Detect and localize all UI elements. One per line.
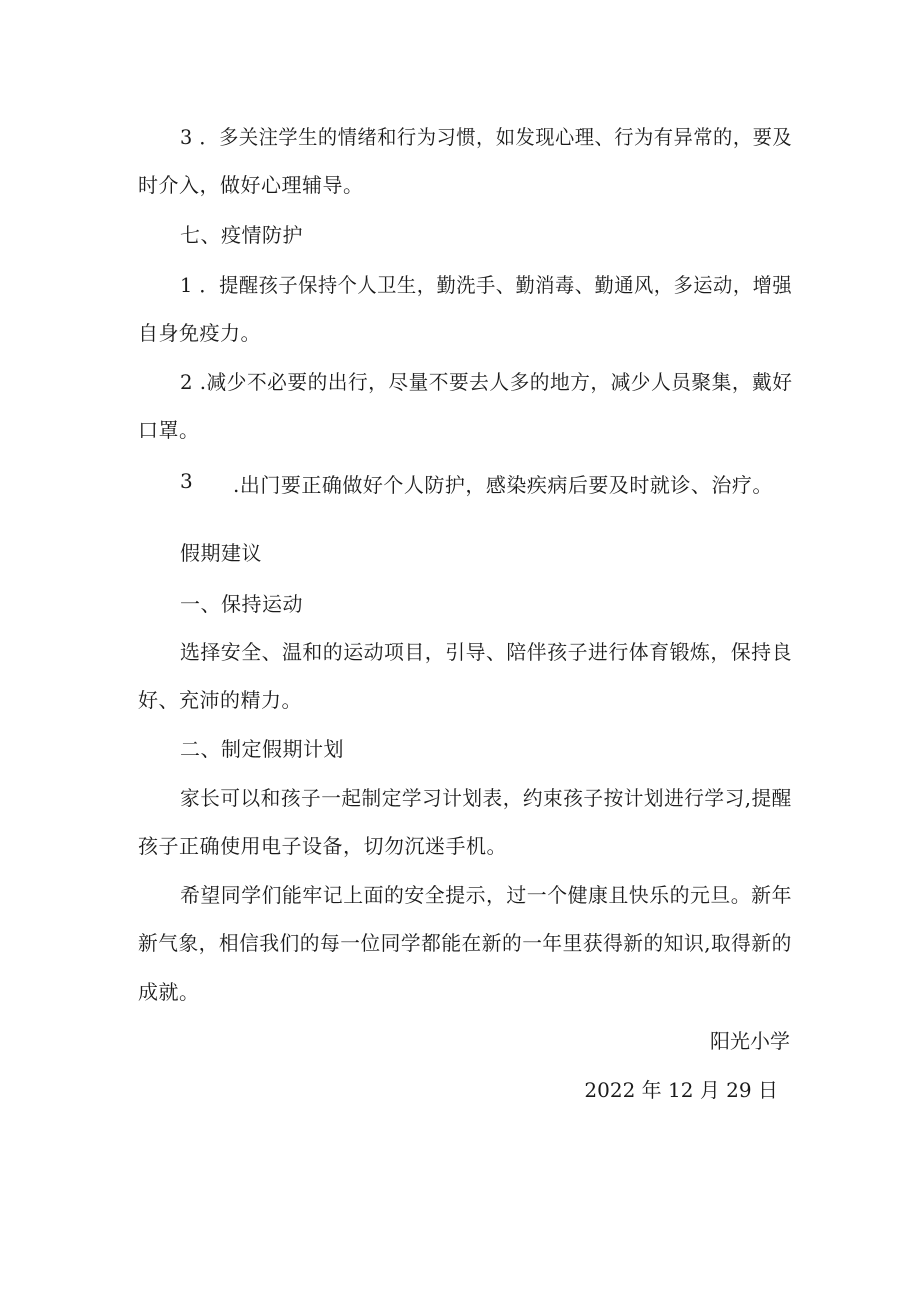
paragraph-line: 成就。 xyxy=(138,980,200,1004)
paragraph-line: 2 .减少不必要的出行，尽量不要去人多的地方，减少人员聚集，戴好 xyxy=(180,370,793,394)
paragraph-line: .出门要正确做好个人防护，感染疾病后要及时就诊、治疗。 xyxy=(233,473,773,497)
paragraph-line: 孩子正确使用电子设备，切勿沉迷手机。 xyxy=(138,834,507,858)
paragraph-line: 口罩。 xyxy=(138,418,200,442)
paragraph-line: 时介入，做好心理辅导。 xyxy=(138,173,364,197)
paragraph-line: 新气象，相信我们的每一位同学都能在新的一年里获得新的知识,取得新的 xyxy=(138,931,792,955)
paragraph-line: 3 ．多关注学生的情绪和行为习惯，如发现心理、行为有异常的，要及 xyxy=(180,125,793,149)
heading-text: 假期建议 xyxy=(180,541,262,565)
paragraph-line: 自身免疫力。 xyxy=(138,321,261,345)
paragraph-line: 希望同学们能牢记上面的安全提示，过一个健康且快乐的元旦。新年 xyxy=(180,883,792,907)
paragraph-line: 家长可以和孩子一起制定学习计划表，约束孩子按计划进行学习,提醒 xyxy=(180,786,792,810)
heading-text: 七、疫情防护 xyxy=(180,223,303,247)
signature-school: 阳光小学 xyxy=(710,1029,790,1053)
heading-text: 二、制定假期计划 xyxy=(180,737,344,761)
paragraph-line: 选择安全、温和的运动项目，引导、陪伴孩子进行体育锻炼，保持良 xyxy=(180,640,792,664)
paragraph-line: 好、充沛的精力。 xyxy=(138,688,302,712)
signature-date: 2022 年 12 月 29 日 xyxy=(584,1078,778,1102)
list-number: 3 xyxy=(180,469,194,493)
paragraph-line: 1 ．提醒孩子保持个人卫生，勤洗手、勤消毒、勤通风，多运动，增强 xyxy=(180,273,793,297)
heading-text: 一、保持运动 xyxy=(180,592,303,616)
